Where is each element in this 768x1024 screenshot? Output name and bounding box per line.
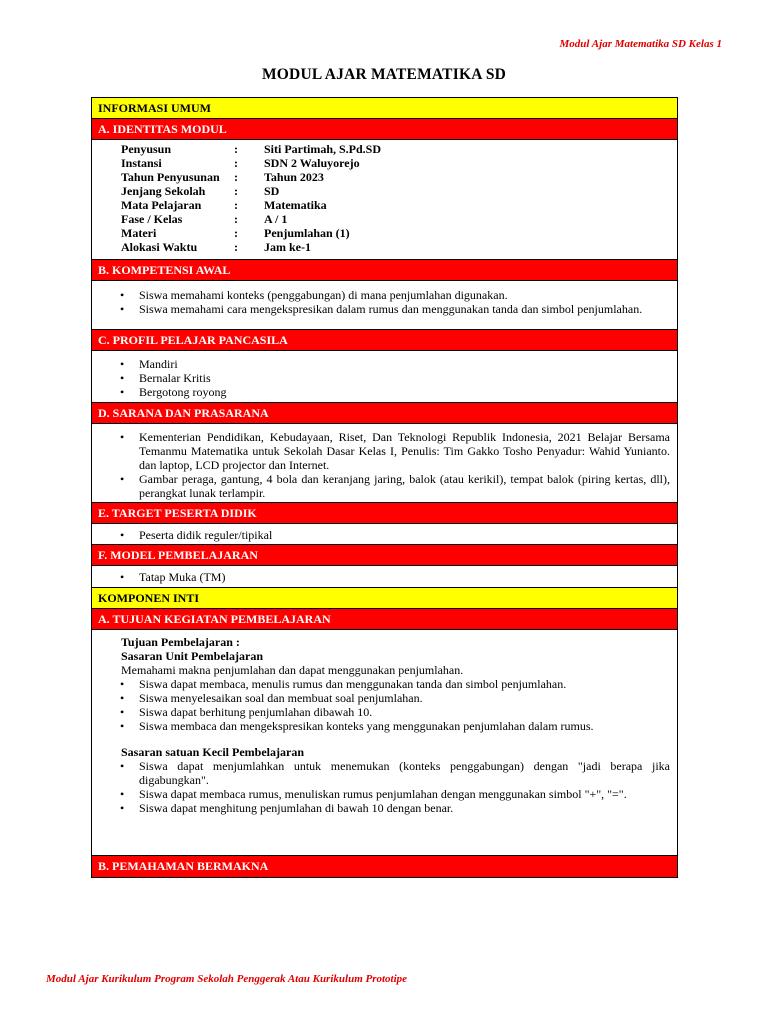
sasaran-unit-heading: Sasaran Unit Pembelajaran xyxy=(121,649,263,663)
identitas-colon: : xyxy=(234,156,238,170)
identitas-row xyxy=(92,184,677,198)
identitas-row xyxy=(92,198,677,212)
identitas-value: SDN 2 Waluyorejo xyxy=(264,156,360,170)
sasaran-unit-desc: Memahami makna penjumlahan dan dapat menggunakan penjumlahan. xyxy=(121,663,464,677)
page-footer: Modul Ajar Kurikulum Program Sekolah Penggerak Atau Kurikulum Prototipe xyxy=(46,973,408,985)
list-item: • Siswa memahami konteks (penggabungan) di mana penjumlahan digunakan. xyxy=(92,288,677,302)
list-item: • Peserta didik reguler/tipikal xyxy=(92,528,677,542)
identitas-label: Tahun Penyusunan xyxy=(121,170,220,184)
section-komponen-inti: KOMPONEN INTI xyxy=(92,588,677,609)
identitas-value: Jam ke-1 xyxy=(264,240,311,254)
identitas-value: Tahun 2023 xyxy=(264,170,324,184)
identitas-row xyxy=(92,170,677,184)
tujuan-box xyxy=(92,630,677,856)
list-item: • Siswa dapat membaca, menulis rumus dan menggunakan tanda dan simbol penjumlahan. xyxy=(92,677,677,691)
module-table xyxy=(91,97,678,878)
kompetensi-awal-list xyxy=(92,288,677,316)
identitas-label: Jenjang Sekolah xyxy=(121,184,206,198)
section-pemahaman-bermakna: B. PEMAHAMAN BERMAKNA xyxy=(92,856,677,877)
target-list xyxy=(92,528,677,542)
kompetensi-awal-box xyxy=(92,281,677,330)
sasaran-kecil-list xyxy=(92,759,677,815)
identitas-label: Penyusun xyxy=(121,142,172,156)
section-sarana-prasarana: D. SARANA DAN PRASARANA xyxy=(92,403,677,424)
sasaran-kecil-heading: Sasaran satuan Kecil Pembelajaran xyxy=(121,745,304,759)
identitas-colon: : xyxy=(234,184,238,198)
list-item: • Siswa membaca dan mengekspresikan konteks yang menggunakan penjumlahan dalam rumus. xyxy=(92,719,677,733)
profil-box xyxy=(92,351,677,403)
identitas-row xyxy=(92,240,677,254)
sasaran-unit-list xyxy=(92,677,677,733)
identitas-row xyxy=(92,212,677,226)
running-header: Modul Ajar Matematika SD Kelas 1 xyxy=(559,38,722,50)
list-item: • Bernalar Kritis xyxy=(92,371,677,385)
sarana-box xyxy=(92,424,677,503)
list-item: • Kementerian Pendidikan, Kebudayaan, Riset, Dan Teknologi Republik Indonesia, 2021 Belajar Bersama Temanmu Matematika untuk Sekolah Dasar Kelas I, Penulis: Tim Gakko Tosho Penyadur: Wahid Yunianto. dan laptop, LCD projector dan Internet. xyxy=(92,430,677,472)
identitas-colon: : xyxy=(234,142,238,156)
identitas-label: Fase / Kelas xyxy=(121,212,183,226)
identitas-label: Mata Pelajaran xyxy=(121,198,202,212)
list-item: • Siswa menyelesaikan soal dan membuat soal penjumlahan. xyxy=(92,691,677,705)
identitas-value: Matematika xyxy=(264,198,327,212)
identitas-colon: : xyxy=(234,240,238,254)
section-informasi-umum: INFORMASI UMUM xyxy=(92,98,677,119)
list-item: • Bergotong royong xyxy=(92,385,677,399)
identitas-value: Penjumlahan (1) xyxy=(264,226,350,240)
identitas-colon: : xyxy=(234,212,238,226)
identitas-label: Alokasi Waktu xyxy=(121,240,198,254)
identitas-row xyxy=(92,226,677,240)
section-kompetensi-awal: B. KOMPETENSI AWAL xyxy=(92,260,677,281)
identitas-value: A / 1 xyxy=(264,212,288,226)
identitas-row xyxy=(92,142,677,156)
list-item: • Gambar peraga, gantung, 4 bola dan keranjang jaring, balok (atau kerikil), tempat balok (piring kertas, dll), perangkat lunak terlampir. xyxy=(92,472,677,500)
identitas-label: Materi xyxy=(121,226,157,240)
identitas-colon: : xyxy=(234,198,238,212)
list-item: • Tatap Muka (TM) xyxy=(92,570,677,584)
list-item: • Siswa dapat menghitung penjumlahan di bawah 10 dengan benar. xyxy=(92,801,677,815)
list-item: • Mandiri xyxy=(92,357,677,371)
list-item: • Siswa dapat menjumlahkan untuk menemukan (konteks penggabungan) dengan "jadi berapa jika digabungkan". xyxy=(92,759,677,787)
section-model-pembelajaran: F. MODEL PEMBELAJARAN xyxy=(92,545,677,566)
section-target-peserta: E. TARGET PESERTA DIDIK xyxy=(92,503,677,524)
identitas-row xyxy=(92,156,677,170)
identitas-table xyxy=(92,140,677,260)
identitas-colon: : xyxy=(234,170,238,184)
profil-list xyxy=(92,357,677,399)
identitas-value: Siti Partimah, S.Pd.SD xyxy=(264,142,382,156)
identitas-colon: : xyxy=(234,226,238,240)
tujuan-subheading: Tujuan Pembelajaran : xyxy=(121,635,240,649)
list-item: • Siswa memahami cara mengekspresikan dalam rumus dan menggunakan tanda dan simbol penjumlahan. xyxy=(92,302,677,316)
model-box xyxy=(92,566,677,588)
target-box xyxy=(92,524,677,545)
section-profil-pelajar: C. PROFIL PELAJAR PANCASILA xyxy=(92,330,677,351)
list-item: • Siswa dapat berhitung penjumlahan dibawah 10. xyxy=(92,705,677,719)
identitas-label: Instansi xyxy=(121,156,162,170)
page-title: MODUL AJAR MATEMATIKA SD xyxy=(261,66,507,83)
sarana-list xyxy=(92,430,677,500)
section-identitas-modul: A. IDENTITAS MODUL xyxy=(92,119,677,140)
identitas-value: SD xyxy=(264,184,280,198)
model-list xyxy=(92,570,677,584)
section-tujuan-kegiatan: A. TUJUAN KEGIATAN PEMBELAJARAN xyxy=(92,609,677,630)
list-item: • Siswa dapat membaca rumus, menuliskan rumus penjumlahan dengan menggunakan simbol "+", "=". xyxy=(92,787,677,801)
